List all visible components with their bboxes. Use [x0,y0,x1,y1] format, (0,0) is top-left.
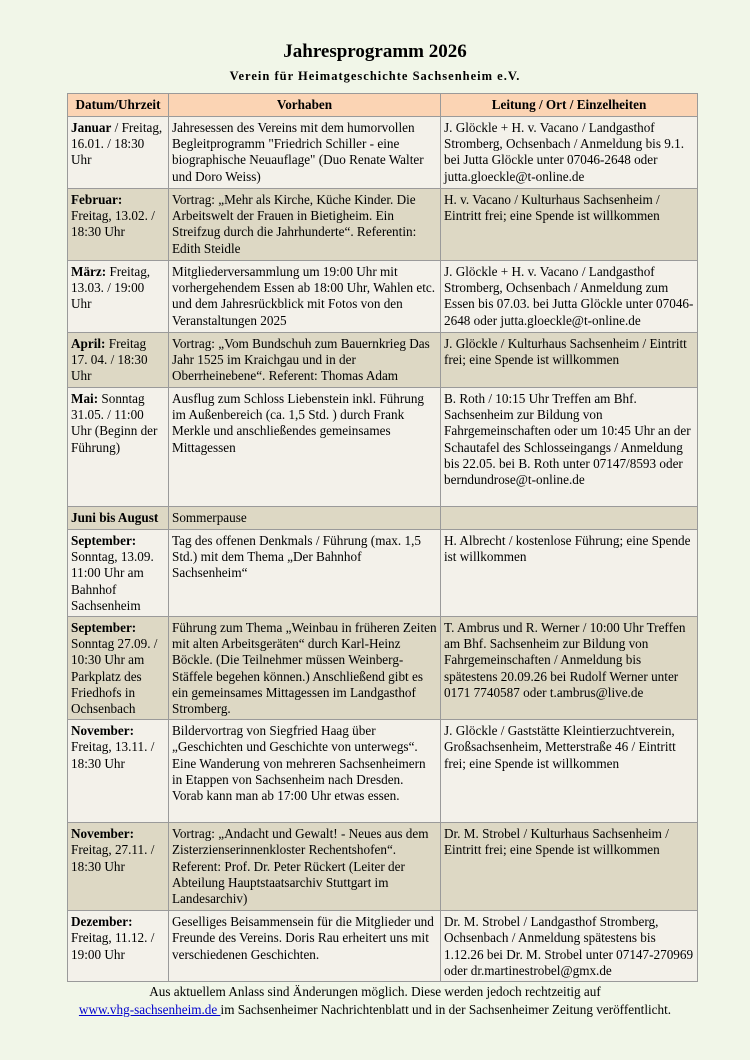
lead-cell: J. Glöckle + H. v. Vacano / Landgasthof Stromberg, Ochsenbach / Anmeldung bis 9.1. bei Jutta Glöckle unter 07046-2648 oder jutta.gloeckle@t-online.de [441,117,698,189]
plan-cell [169,720,441,823]
plan-extra-text: Vorab kann man ab 17:00 Uhr etwas essen. [172,788,400,804]
month-label: Februar: [71,192,123,207]
plan-cell: Sommerpause [169,507,441,530]
footer-line-1: Aus aktuellem Anlass sind Änderungen möglich. Diese werden jedoch rechtzeitig auf [149,984,601,999]
page-title: Jahresprogramm 2026 [283,41,467,62]
date-text: / Freitag, 16.01. / 18:30 Uhr [71,120,163,168]
lead-cell: T. Ambrus und R. Werner / 10:00 Uhr Treffen am Bhf. Sachsenheim zur Bildung von Fahrgemeinschaften / Anmeldung bis spätestens 20.09.26 bei Rudolf Werner unter 0171 7740587 oder t.ambrus@live.de [441,617,698,720]
date-text: Freitag, 13.11. / 18:30 Uhr [71,739,155,771]
header-lead: Leitung / Ort / Einzelheiten [441,94,698,117]
table-row [68,117,698,189]
date-cell [68,617,169,720]
table-row [68,911,698,982]
table-row [68,261,698,333]
month-label: April: [71,336,106,351]
table-row [68,388,698,507]
lead-cell: J. Glöckle / Gaststätte Kleintierzuchtverein, Großsachsenheim, Metterstraße 46 / Eintritt frei; eine Spende ist willkommen [441,720,698,823]
lead-cell: H. Albrecht / kostenlose Führung; eine Spende ist willkommen [441,530,698,617]
date-text: Freitag, 11.12. / 19:00 Uhr [71,930,155,962]
date-cell [68,117,169,189]
month-label: März: [71,264,107,279]
date-text: Freitag, 13.02. / 18:30 Uhr [71,208,155,240]
date-cell [68,507,169,530]
date-text: Freitag, 27.11. / 18:30 Uhr [71,842,155,874]
footer-line-2-text: im Sachsenheimer Nachrichtenblatt und in der Sachsenheimer Zeitung veröffentlicht. [220,1002,672,1017]
header-date: Datum/Uhrzeit [68,94,169,117]
date-text: Sonntag 31.05. / 11:00 Uhr (Beginn der Führung) [71,391,158,455]
date-cell [68,911,169,982]
date-text: Sonntag, 13.09. 11:00 Uhr am Bahnhof Sachsenheim [71,549,154,613]
date-cell [68,823,169,911]
table-row [68,617,698,720]
month-label: Juni bis August [71,510,159,525]
table-row [68,507,698,530]
plan-cell: Jahresessen des Vereins mit dem humorvollen Begleitprogramm "Friedrich Schiller - eine biographische Neuauflage" (Duo Renate Walter und Doro Weiss) [169,117,441,189]
lead-cell: Dr. M. Strobel / Kulturhaus Sachsenheim / Eintritt frei; eine Spende ist willkommen [441,823,698,911]
date-cell [68,261,169,333]
date-cell [68,189,169,261]
plan-cell: Geselliges Beisammensein für die Mitglieder und Freunde des Vereins. Doris Rau erheitert uns mit verschiedenen Geschichten. [169,911,441,982]
lead-cell: H. v. Vacano / Kulturhaus Sachsenheim / Eintritt frei; eine Spende ist willkommen [441,189,698,261]
table-row [68,333,698,388]
date-text: Freitag, 13.03. / 19:00 Uhr [71,264,151,312]
table-row [68,530,698,617]
lead-cell: J. Glöckle + H. v. Vacano / Landgasthof Stromberg, Ochsenbach / Anmeldung zum Essen bis 07.03. bei Jutta Glöckle unter 07046-2648 oder jutta.gloeckle@t-online.de [441,261,698,333]
plan-cell: Mitgliederversammlung um 19:00 Uhr mit vorhergehendem Essen ab 18:00 Uhr, Wahlen etc. und dem Jahresrückblick mit Fotos von den Veranstaltungen 2025 [169,261,441,333]
month-label: November: [71,826,134,842]
plan-text: Bildervortrag von Siegfried Haag über „Geschichten und Geschichte von unterwegs“. Eine Wanderung von mehreren Sachsenheimern in Etappen von Sachsenheim nach Dresden. [172,723,426,787]
plan-cell: Vortrag: „Vom Bundschuh zum Bauernkrieg Das Jahr 1525 im Kraichgau und in der Oberrheinebene“. Referent: Thomas Adam [169,333,441,388]
table-row [68,823,698,911]
date-text: Sonntag 27.09. / 10:30 Uhr am Parkplatz des Friedhofs in Ochsenbach [71,636,158,717]
website-link[interactable]: www.vhg-sachsenheim.de [78,1002,221,1017]
program-table [67,93,698,982]
plan-cell: Ausflug zum Schloss Liebenstein inkl. Führung im Außenbereich (ca. 1,5 Std. ) durch Frank Merkle und anschließendes gemeinsames Mittagessen [169,388,441,507]
lead-cell: B. Roth / 10:15 Uhr Treffen am Bhf. Sachsenheim zur Bildung von Fahrgemeinschaften oder um 10:45 Uhr an der Schautafel des Schlosseingangs / Anmeldung bis 22.05. bei B. Roth unter 07147/8593 oder berndundrose@t-online.de [441,388,698,507]
lead-cell: J. Glöckle / Kulturhaus Sachsenheim / Eintritt frei; eine Spende ist willkommen [441,333,698,388]
month-label: September: [71,620,137,636]
footer-line-2 [0,1001,750,1019]
date-cell [68,388,169,507]
plan-cell: Tag des offenen Denkmals / Führung (max. 1,5 Std.) mit dem Thema „Der Bahnhof Sachsenheim“ [169,530,441,617]
date-cell [68,720,169,823]
lead-cell: Dr. M. Strobel / Landgasthof Stromberg, Ochsenbach / Anmeldung spätestens bis 1.12.26 bei Dr. M. Strobel unter 07147-270969 oder dr.martinestrobel@gmx.de [441,911,698,982]
footer-note [0,983,750,1019]
header-plan: Vorhaben [169,94,441,117]
table-header-row [68,94,698,117]
table-row [68,720,698,823]
date-cell [68,333,169,388]
plan-cell: Führung zum Thema „Weinbau in früheren Zeiten mit alten Arbeitsgeräten“ durch Karl-Heinz Böckle. (Die Teilnehmer müssen Weinberg-Stäffele begehen können.) Anschließend gibt es ein gemeinsames Mittagessen im Landgasthof Stromberg. [169,617,441,720]
plan-cell: Vortrag: „Andacht und Gewalt! - Neues aus dem Zisterzienserinnenkloster Rechentshofen“. Referent: Prof. Dr. Peter Rückert (Leiter der Abteilung Hauptstaatsarchiv Stuttgart im Landesarchiv) [169,823,441,911]
table-row [68,189,698,261]
plan-cell: Vortrag: „Mehr als Kirche, Küche Kinder. Die Arbeitswelt der Frauen in Bietigheim. Ein Streifzug durch die Jahrhunderte“. Referentin: Edith Steidle [169,189,441,261]
month-label: Januar [71,120,112,135]
date-cell [68,530,169,617]
lead-cell [441,507,698,530]
month-label: September: [71,533,137,548]
month-label: Dezember: [71,914,133,930]
month-label: Mai: [71,391,99,406]
month-label: November: [71,723,134,739]
page-subtitle: Verein für Heimatgeschichte Sachsenheim e.V. [229,69,521,83]
date-text: Freitag 17. 04. / 18:30 Uhr [71,336,148,384]
